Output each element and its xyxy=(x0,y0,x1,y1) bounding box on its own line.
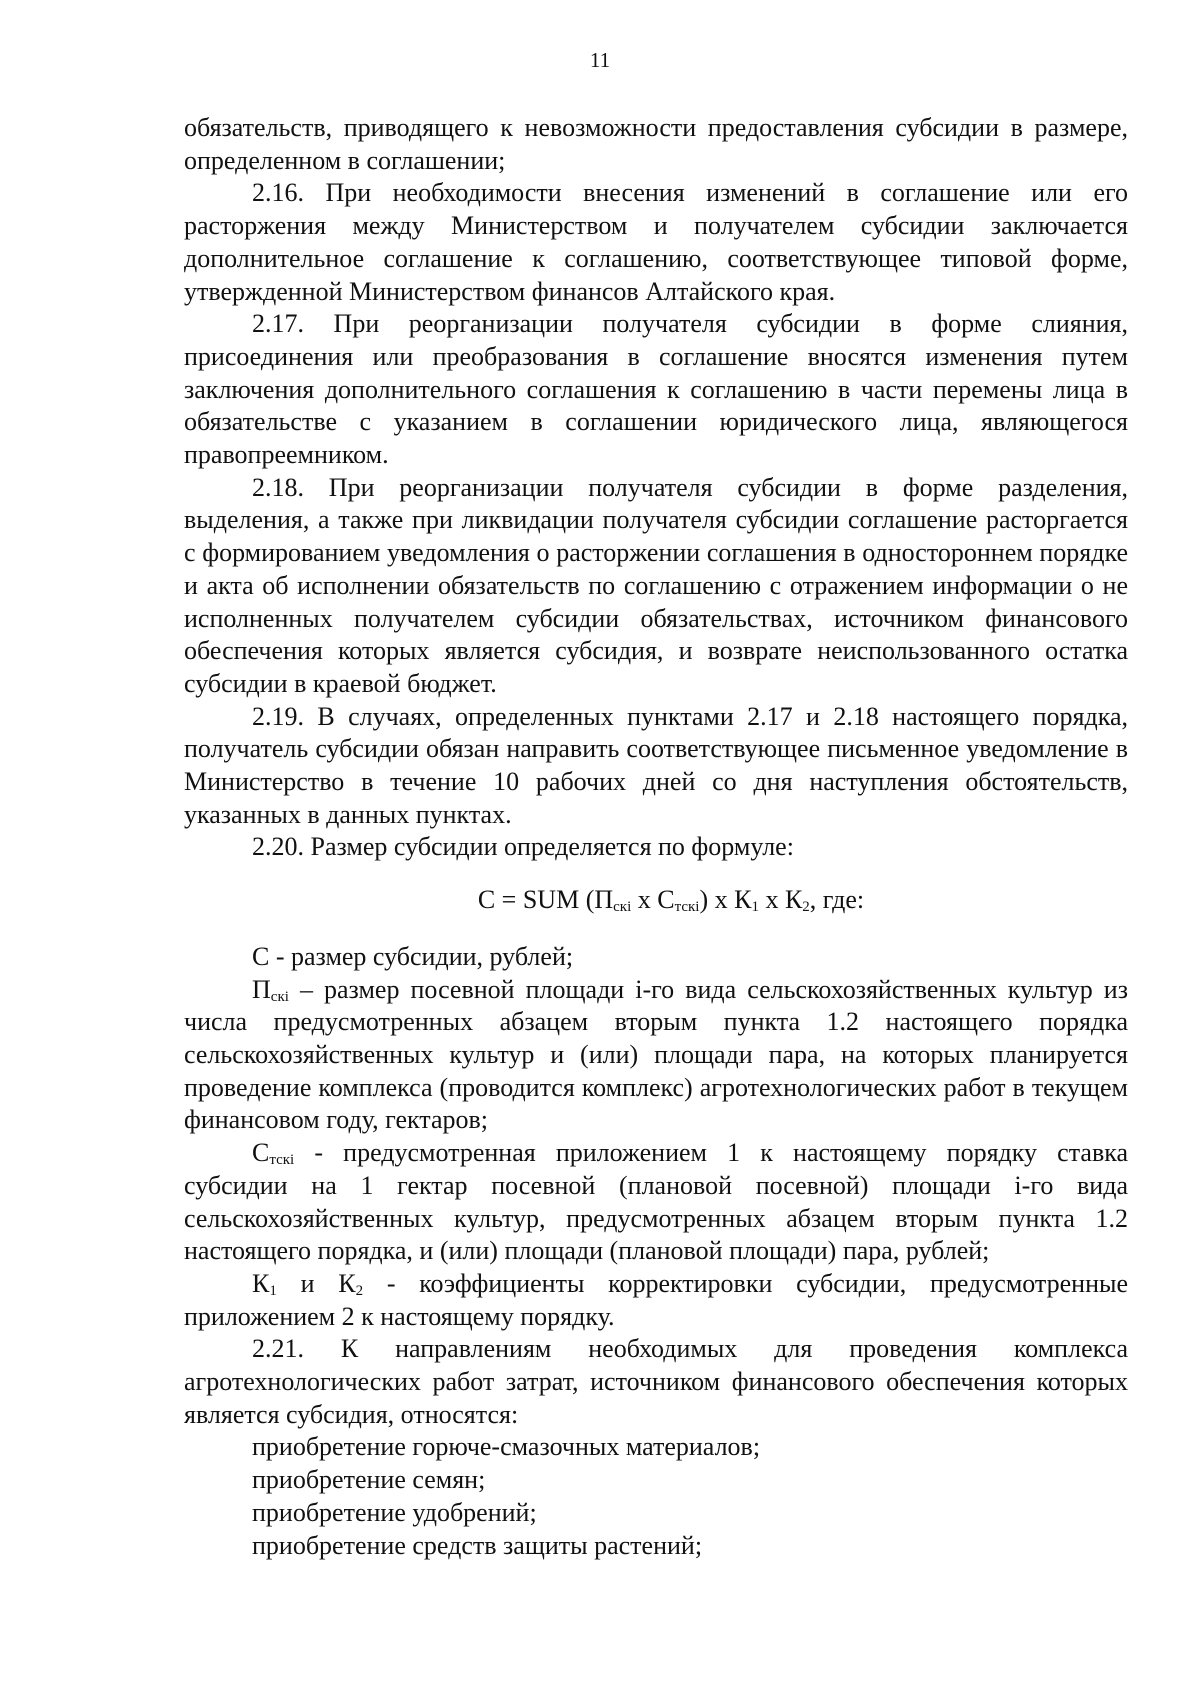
definition-c: С - размер субсидии, рублей; xyxy=(252,941,574,971)
list-item: приобретение семян; xyxy=(252,1465,486,1495)
definition-subscript: 2 xyxy=(355,1282,364,1299)
definition-s-tski xyxy=(184,1137,1128,1268)
definition-subscript: тскi xyxy=(269,1152,295,1169)
list-item: приобретение горюче-смазочных материалов; xyxy=(252,1432,761,1462)
definition-subscript: 1 xyxy=(269,1282,277,1299)
definition-text: - коэффициенты корректировки субсидии, предусмотренные приложением 2 к настоящему порядку. xyxy=(184,1268,1128,1331)
definition-symbol: П xyxy=(252,974,271,1004)
formula-part: , где: xyxy=(809,885,865,915)
paragraph-continuation: обязательств, приводящего к невозможности предоставления субсидии в размере, определенном в соглашении; xyxy=(184,113,1128,175)
formula-subscript: скi xyxy=(613,899,632,916)
formula-part: С = SUM (П xyxy=(477,885,614,915)
paragraph-2-20: 2.20. Размер субсидии определяется по формуле: xyxy=(252,832,794,862)
list-item: приобретение удобрений; xyxy=(252,1497,537,1527)
document-body xyxy=(184,112,1128,1562)
definition-text: - предусмотренная приложением 1 к настоящему порядку ставка субсидии на 1 гектар посевной (плановой посевной) площади i-го вида сельскохозяйственных культур, предусмотренных абзацем вторым пункта 1.2 настоящего порядка, и (или) площади (плановой площади) пара, рублей; xyxy=(184,1138,1128,1266)
formula-subscript: 1 xyxy=(751,899,759,916)
formula-part: х С xyxy=(631,885,675,915)
paragraph-2-18: 2.18. При реорганизации получателя субсидии в форме разделения, выделения, а также при ликвидации получателя субсидии соглашение расторгается с формированием уведомления о расторжении соглашения в одностороннем порядке и акта об исполнении обязательств по соглашению с отражением информации о не исполненных получателем субсидии обязательствах, источником финансового обеспечения которых является субсидия, и возврате неиспользованного остатка субсидии в краевой бюджет. xyxy=(184,472,1128,698)
formula-part: х К xyxy=(758,885,803,915)
paragraph-2-17: 2.17. При реорганизации получателя субсидии в форме слияния, присоединения или преобразования в соглашение вносятся изменения путем заключения дополнительного соглашения к соглашению в части перемены лица в обязательстве с указанием в соглашении юридического лица, являющегося правопреемником. xyxy=(184,309,1128,470)
page-number: 11 xyxy=(589,48,611,72)
formula-subscript: 2 xyxy=(802,899,810,916)
definition-p-ski xyxy=(184,974,1128,1138)
definition-symbol: С xyxy=(252,1138,270,1168)
formula-subscript: тскi xyxy=(674,899,700,916)
definition-symbol: К xyxy=(252,1268,270,1298)
subsidy-formula xyxy=(184,884,1128,917)
definition-text: и К xyxy=(276,1268,356,1298)
definition-subscript: скi xyxy=(270,988,289,1005)
definition-k xyxy=(184,1268,1128,1333)
list-item: приобретение средств защиты растений; xyxy=(252,1530,703,1560)
paragraph-2-16: 2.16. При необходимости внесения изменений в соглашение или его расторжения между Министерством и получателем субсидии заключается дополнительное соглашение к соглашению, соответствующее типовой форме, утвержденной Министерством финансов Алтайского края. xyxy=(184,178,1128,306)
paragraph-2-21: 2.21. К направлениям необходимых для проведения комплекса агротехнологических работ затрат, источником финансового обеспечения которых является субсидия, относятся: xyxy=(184,1334,1128,1429)
formula-part: ) х К xyxy=(699,885,752,915)
definition-text: – размер посевной площади i-го вида сельскохозяйственных культур из числа предусмотренных абзацем вторым пункта 1.2 настоящего порядка сельскохозяйственных культур и (или) площади пара, на которых планируется проведение комплекса (проводится комплекс) агротехнологических работ в текущем финансовом году, гектаров; xyxy=(184,974,1128,1135)
paragraph-2-19: 2.19. В случаях, определенных пунктами 2.17 и 2.18 настоящего порядка, получатель субсидии обязан направить соответствующее письменное уведомление в Министерство в течение 10 рабочих дней со дня наступления обстоятельств, указанных в данных пунктах. xyxy=(184,701,1128,829)
